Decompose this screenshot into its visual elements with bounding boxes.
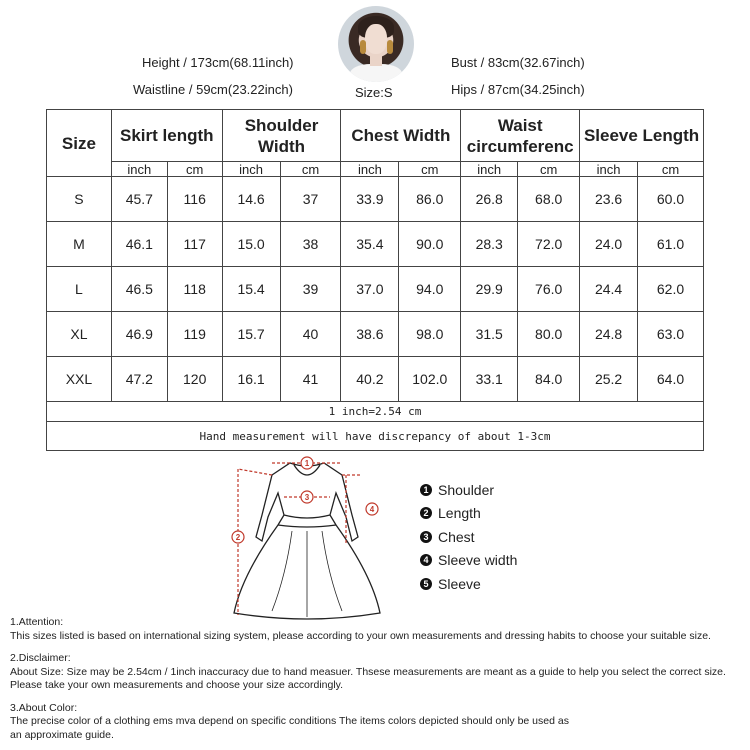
table-cell: 23.6: [580, 177, 638, 222]
table-cell: 40: [280, 312, 341, 357]
table-cell: 28.3: [461, 222, 518, 267]
table-cell: 24.0: [580, 222, 638, 267]
table-cell: 40.2: [341, 357, 399, 402]
legend-label: Sleeve: [438, 575, 481, 592]
notes-section: [10, 616, 745, 750]
size-label-cell: XL: [47, 312, 112, 357]
table-cell: 31.5: [461, 312, 518, 357]
size-label-cell: S: [47, 177, 112, 222]
legend-item-sleeve: [420, 572, 517, 596]
table-cell: 14.6: [222, 177, 280, 222]
table-cell: 119: [167, 312, 222, 357]
table-cell: 38.6: [341, 312, 399, 357]
table-cell: 33.1: [461, 357, 518, 402]
legend-number-icon: 5: [420, 578, 432, 590]
table-cell: 16.1: [222, 357, 280, 402]
table-cell: 63.0: [638, 312, 704, 357]
table-row: [47, 177, 704, 222]
legend-item-length: [420, 502, 517, 526]
unit-cell: cm: [518, 162, 580, 177]
header-shoulder-width: Shoulder Width: [222, 110, 341, 162]
legend-label: Shoulder: [438, 481, 495, 498]
table-cell: 26.8: [461, 177, 518, 222]
size-chart-table: [46, 109, 704, 451]
table-cell: 29.9: [461, 267, 518, 312]
table-cell: 15.4: [222, 267, 280, 312]
table-cell: 120: [167, 357, 222, 402]
legend-label: Length: [438, 505, 481, 522]
marker-2-label: 2: [235, 533, 241, 542]
attention-title: 1.Attention:: [10, 616, 64, 628]
table-cell: 46.9: [111, 312, 167, 357]
table-cell: 15.0: [222, 222, 280, 267]
header-chest-width: Chest Width: [341, 110, 461, 162]
model-header: [0, 0, 750, 108]
table-cell: 102.0: [399, 357, 461, 402]
table-cell: 33.9: [341, 177, 399, 222]
unit-cell: inch: [111, 162, 167, 177]
table-cell: 37: [280, 177, 341, 222]
table-body: [47, 177, 704, 402]
table-units-row: [47, 162, 704, 177]
table-cell: 15.7: [222, 312, 280, 357]
unit-cell: cm: [638, 162, 704, 177]
table-cell: 117: [167, 222, 222, 267]
table-cell: 76.0: [518, 267, 580, 312]
measure-lines: [235, 463, 362, 615]
legend-item-chest: [420, 525, 517, 549]
model-waistline: Waistline / 59cm(23.22inch): [133, 82, 293, 97]
unit-cell: inch: [580, 162, 638, 177]
table-cell: 45.7: [111, 177, 167, 222]
dress-outline: [234, 463, 380, 619]
model-height: Height / 173cm(68.11inch): [142, 55, 294, 70]
table-cell: 24.8: [580, 312, 638, 357]
table-cell: 62.0: [638, 267, 704, 312]
table-cell: 80.0: [518, 312, 580, 357]
legend-label: Chest: [438, 528, 475, 545]
table-cell: 98.0: [399, 312, 461, 357]
model-bust: Bust / 83cm(32.67inch): [451, 55, 585, 70]
attention-text: This sizes listed is based on international sizing system, please according to your own measurements and dressing habits to choose your suitable size.: [10, 629, 711, 642]
table-cell: 68.0: [518, 177, 580, 222]
legend-number-icon: 2: [420, 507, 432, 519]
discrepancy-note-row: [47, 422, 704, 451]
table-row: [47, 312, 704, 357]
size-label-cell: M: [47, 222, 112, 267]
table-cell: 47.2: [111, 357, 167, 402]
table-cell: 60.0: [638, 177, 704, 222]
table-cell: 24.4: [580, 267, 638, 312]
table-cell: 25.2: [580, 357, 638, 402]
conversion-note: 1 inch=2.54 cm: [47, 402, 704, 422]
table-cell: 39: [280, 267, 341, 312]
color-block: [10, 702, 745, 743]
attention-block: [10, 616, 745, 643]
header-size: Size: [47, 110, 112, 177]
unit-cell: cm: [167, 162, 222, 177]
model-hips: Hips / 87cm(34.25inch): [451, 82, 585, 97]
unit-cell: inch: [341, 162, 399, 177]
disclaimer-title: 2.Disclaimer:: [10, 652, 71, 664]
legend-item-sleeve-width: [420, 549, 517, 573]
dress-measurement-diagram: [212, 455, 402, 625]
color-text-1: The precise color of a clothing ems mva depend on specific conditions The items colors depicted should only be used as: [10, 715, 569, 727]
table-cell: 86.0: [399, 177, 461, 222]
table-header-row: [47, 110, 704, 162]
measurement-legend: [420, 478, 517, 596]
header-skirt-length: Skirt length: [111, 110, 222, 162]
discrepancy-note: Hand measurement will have discrepancy of about 1-3cm: [47, 422, 704, 451]
header-sleeve-length: Sleeve Length: [580, 110, 704, 162]
table-cell: 64.0: [638, 357, 704, 402]
legend-number-icon: 4: [420, 554, 432, 566]
table-cell: 84.0: [518, 357, 580, 402]
header-waist: Waist circumferenc: [461, 110, 580, 162]
color-text-2: an approximate guide.: [10, 728, 114, 741]
table-cell: 38: [280, 222, 341, 267]
conversion-note-row: [47, 402, 704, 422]
model-avatar: [338, 6, 414, 82]
table-cell: 37.0: [341, 267, 399, 312]
disclaimer-text-2: Please take your own measurements and choose your size accordingly.: [10, 679, 344, 691]
table-cell: 35.4: [341, 222, 399, 267]
legend-number-icon: 1: [420, 484, 432, 496]
table-row: [47, 267, 704, 312]
model-size: Size:S: [355, 85, 393, 100]
color-title: 3.About Color:: [10, 701, 78, 714]
table-cell: 61.0: [638, 222, 704, 267]
marker-3-label: 3: [304, 493, 310, 502]
table-cell: 90.0: [399, 222, 461, 267]
table-cell: 72.0: [518, 222, 580, 267]
legend-number-icon: 3: [420, 531, 432, 543]
unit-cell: cm: [399, 162, 461, 177]
legend-item-shoulder: [420, 478, 517, 502]
table-cell: 46.1: [111, 222, 167, 267]
unit-cell: cm: [280, 162, 341, 177]
unit-cell: inch: [222, 162, 280, 177]
table-cell: 118: [167, 267, 222, 312]
disclaimer-text-1: About Size: Size may be 2.54cm / 1inch inaccuracy due to hand measuer. Thsese measurements are meant as a guide to help you select the correct size.: [10, 665, 726, 678]
table-cell: 41: [280, 357, 341, 402]
size-label-cell: XXL: [47, 357, 112, 402]
legend-label: Sleeve width: [438, 552, 518, 569]
table-cell: 116: [167, 177, 222, 222]
table-cell: 46.5: [111, 267, 167, 312]
table-row: [47, 357, 704, 402]
size-label-cell: L: [47, 267, 112, 312]
unit-cell: inch: [461, 162, 518, 177]
table-row: [47, 222, 704, 267]
marker-1-label: 1: [304, 459, 310, 468]
table-cell: 94.0: [399, 267, 461, 312]
disclaimer-block: [10, 652, 745, 693]
marker-4-label: 4: [369, 505, 375, 514]
